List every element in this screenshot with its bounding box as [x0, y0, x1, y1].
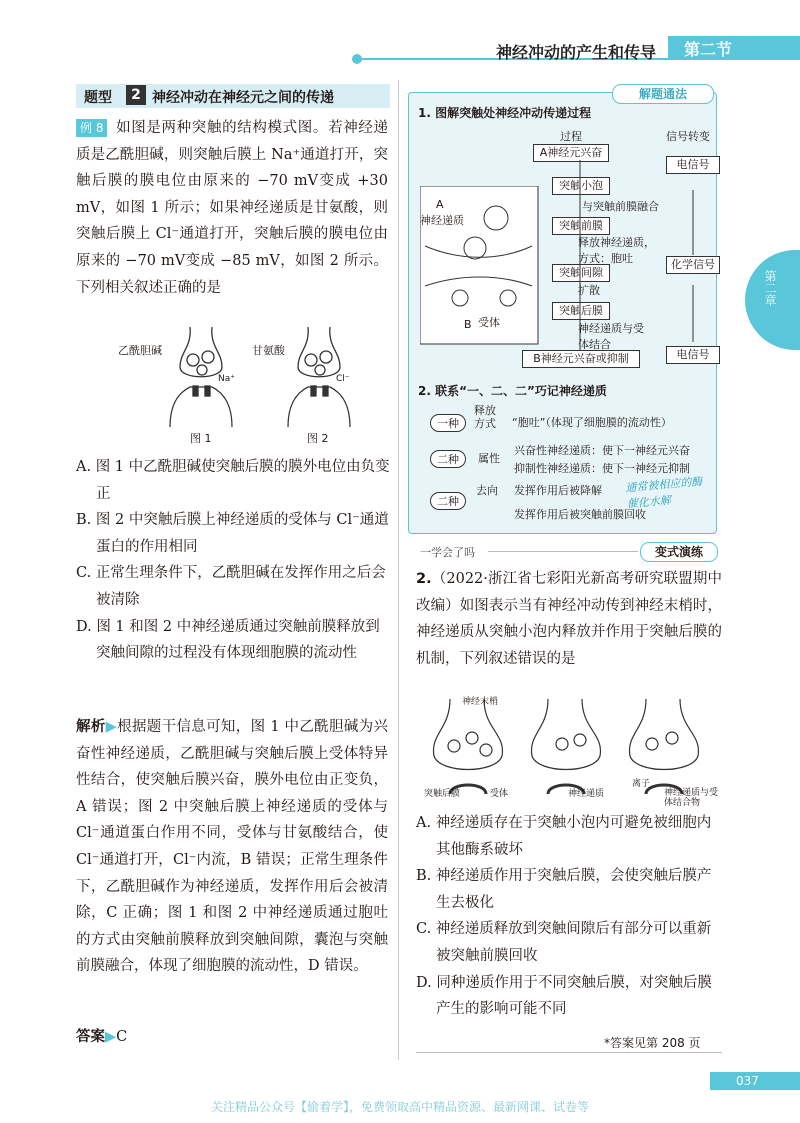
answer-value: C — [116, 1029, 128, 1045]
fig1-label: 乙酰胆碱 — [118, 344, 162, 357]
flow-note-4: 神经递质与受体结合 — [578, 322, 644, 351]
schematic-receptor-label: 受体 — [478, 316, 500, 329]
method-heading-2: 2. 联系“一、二、二”巧记神经递质 — [418, 384, 607, 398]
signal-2: 化学信号 — [666, 256, 720, 274]
practice-question — [416, 566, 722, 672]
flow-step-1: A神经元兴奋 — [533, 144, 609, 162]
practice-bottom-rule — [416, 1052, 722, 1053]
example-stem — [76, 115, 388, 301]
method-heading-1: 1. 图解突触处神经冲动传递过程 — [418, 106, 592, 120]
schematic-a-label: A — [436, 198, 444, 211]
fig-label-postsynaptic: 突触后膜 — [424, 789, 461, 799]
handwritten-note: 通常被相应的酶催化水解 — [624, 474, 703, 511]
mnemonic-2-value-2: 抑制性神经递质：使下一神经元抑制 — [514, 462, 690, 475]
mnemonic-2-key: 属性 — [478, 452, 500, 465]
col-process-label: 过程 — [560, 130, 582, 143]
analysis-block — [76, 714, 388, 980]
synapse-figures — [160, 322, 360, 432]
analysis-text: 根据题干信息可知，图 1 中乙酰胆碱为兴奋性神经递质，乙酰胆碱与突触后膜上受体特异性结合，使突触后膜兴奋，膜外电位由正变负，A 错误；图 2 中突触后膜上神经递质的受体与 Cl⁻通道蛋白作用不同，受体与甘氨酸结合，使 Cl⁻通道打开，Cl⁻内流，B 错误；正常生理条件下，乙酰胆碱作为神经递质，发挥作用后会被清除，C 正确；图 1 和图 2 中神经递质通过胞吐的方式由突触前膜释放到突触间隙，囊泡与突触前膜融合，体现了细胞膜的流动性，D 错误。 — [76, 719, 388, 975]
signal-3: 电信号 — [666, 346, 720, 364]
fig2-caption: 图 2 — [307, 432, 329, 445]
flow-note-2: 释放神经递质，方式：胞吐 — [578, 236, 655, 265]
answer-line — [76, 1024, 127, 1051]
fig1-ion: Na⁺ — [218, 374, 235, 384]
page-number: 037 — [710, 1072, 800, 1090]
mnemonic-3: 二种 — [430, 492, 466, 510]
analysis-label: 解析 — [76, 719, 106, 735]
type-title: 神经冲动在神经元之间的传递 — [152, 90, 334, 106]
page-header-title: 神经冲动的产生和传导 — [496, 43, 657, 62]
flow-step-2: 突触小泡 — [552, 177, 610, 195]
answer-reference: *答案见第 208 页 — [604, 1036, 701, 1050]
analysis-arrow-icon: ▶ — [105, 719, 118, 735]
option-b: B. 图 2 中突触后膜上神经递质的受体与 Cl⁻通道蛋白的作用相同 — [76, 512, 389, 555]
type-number: 2 — [126, 85, 146, 105]
flow-step-3: 突触前膜 — [552, 217, 610, 235]
answer-arrow-icon: ▶ — [105, 1029, 117, 1045]
practice-option-a: A. 神经递质存在于突触小泡内可避免被细胞内其他酶系破坏 — [416, 815, 712, 858]
flow-note-1: 与突触前膜融合 — [582, 200, 659, 213]
option-a: A. 图 1 中乙酰胆碱使突触后膜的膜外电位由负变正 — [76, 459, 390, 502]
answer-label: 答案 — [76, 1029, 105, 1045]
mnemonic-3-value-1: 发挥作用后被降解 — [514, 484, 602, 497]
fig-label-ion: 离子 — [632, 779, 651, 789]
chapter-side-label: 第二章 — [763, 270, 777, 306]
section-tab-label: 第二节 — [684, 40, 733, 59]
example-options — [76, 454, 390, 667]
footer-note: 关注精品公众号【偷着学】，免费领取高中精品资源、最新网课、试卷等 — [210, 1100, 589, 1114]
flow-step-5: 突触后膜 — [552, 302, 610, 320]
practice-badge: 变式演练 — [640, 542, 718, 562]
signal-1: 电信号 — [666, 156, 720, 174]
fig-label-transmitter: 神经递质 — [568, 789, 605, 799]
fig2-label: 甘氨酸 — [252, 344, 285, 357]
mnemonic-3-value-2: 发挥作用后被突触前膜回收 — [514, 508, 646, 521]
example-badge: 例 8 — [76, 119, 107, 137]
flow-note-3: 扩散 — [578, 284, 600, 297]
question-type-header — [76, 84, 390, 108]
type-label: 题型 — [84, 90, 112, 106]
fig2-ion: Cl⁻ — [336, 374, 350, 384]
practice-stem: （2022·浙江省七彩阳光新高考研究联盟期中改编）如图表示当有神经冲动传到神经末梢时，神经递质从突触小泡内释放并作用于突触后膜的机制，下列叙述错误的是 — [416, 571, 722, 667]
mnemonic-2: 二种 — [430, 450, 466, 468]
mnemonic-3-key: 去向 — [476, 484, 498, 497]
practice-rule — [488, 551, 638, 552]
option-d: D. 图 1 和图 2 中神经递质通过突触前膜释放到突触间隙的过程没有体现细胞膜的流动性 — [76, 618, 380, 662]
fig1-caption: 图 1 — [190, 432, 212, 445]
section-tab — [668, 36, 800, 60]
practice-qnum: 2. — [416, 571, 432, 587]
practice-option-c: C. 神经递质释放到突触间隙后有部分可以重新被突触前膜回收 — [416, 921, 712, 964]
example-stem-text: 如图是两种突触的结构模式图。若神经递质是乙酰胆碱，则突触后膜上 Na⁺通道打开，突触后膜的膜电位由原来的 −70 mV变成 +30 mV，如图 1 所示；如果神经递质是甘氨酸，则突触后膜上 Cl⁻通道打开，突触后膜的膜电位由原来的 −70 mV变成 −85 mV，如图 2 所示。下列相关叙述正确的是 — [76, 120, 388, 296]
flow-step-4: 突触间隙 — [552, 264, 610, 282]
column-divider — [398, 80, 399, 1060]
chapter-side-tab — [745, 250, 800, 350]
mnemonic-1: 一种 — [430, 414, 466, 432]
mnemonic-1-key: 释放方式 — [474, 404, 496, 430]
practice-left-label: 一学会了吗 — [420, 546, 475, 559]
practice-options — [416, 810, 724, 1023]
fig-label-terminal: 神经末梢 — [462, 697, 499, 707]
practice-option-d: D. 同种递质作用于不同突触后膜，对突触后膜产生的影响可能不同 — [416, 974, 712, 1018]
flow-step-6: B神经元兴奋或抑制 — [522, 350, 640, 368]
method-badge: 解题通法 — [612, 84, 714, 104]
schematic-b-label: B — [464, 318, 472, 331]
practice-option-b: B. 神经递质作用于突触后膜，会使突触后膜产生去极化 — [416, 868, 712, 911]
mnemonic-1-value: “胞吐”（体现了细胞膜的流动性） — [512, 416, 672, 429]
fig-label-receptor: 受体 — [490, 789, 509, 799]
mnemonic-2-value-1: 兴奋性神经递质：使下一神经元兴奋 — [514, 444, 690, 457]
fig-label-complex: 神经递质与受体结合物 — [664, 788, 719, 808]
col-signal-label: 信号转变 — [666, 130, 710, 143]
option-c: C. 正常生理条件下，乙酰胆碱在发挥作用之后会被清除 — [76, 565, 386, 608]
schematic-transmitter-label: 神经递质 — [420, 214, 464, 227]
